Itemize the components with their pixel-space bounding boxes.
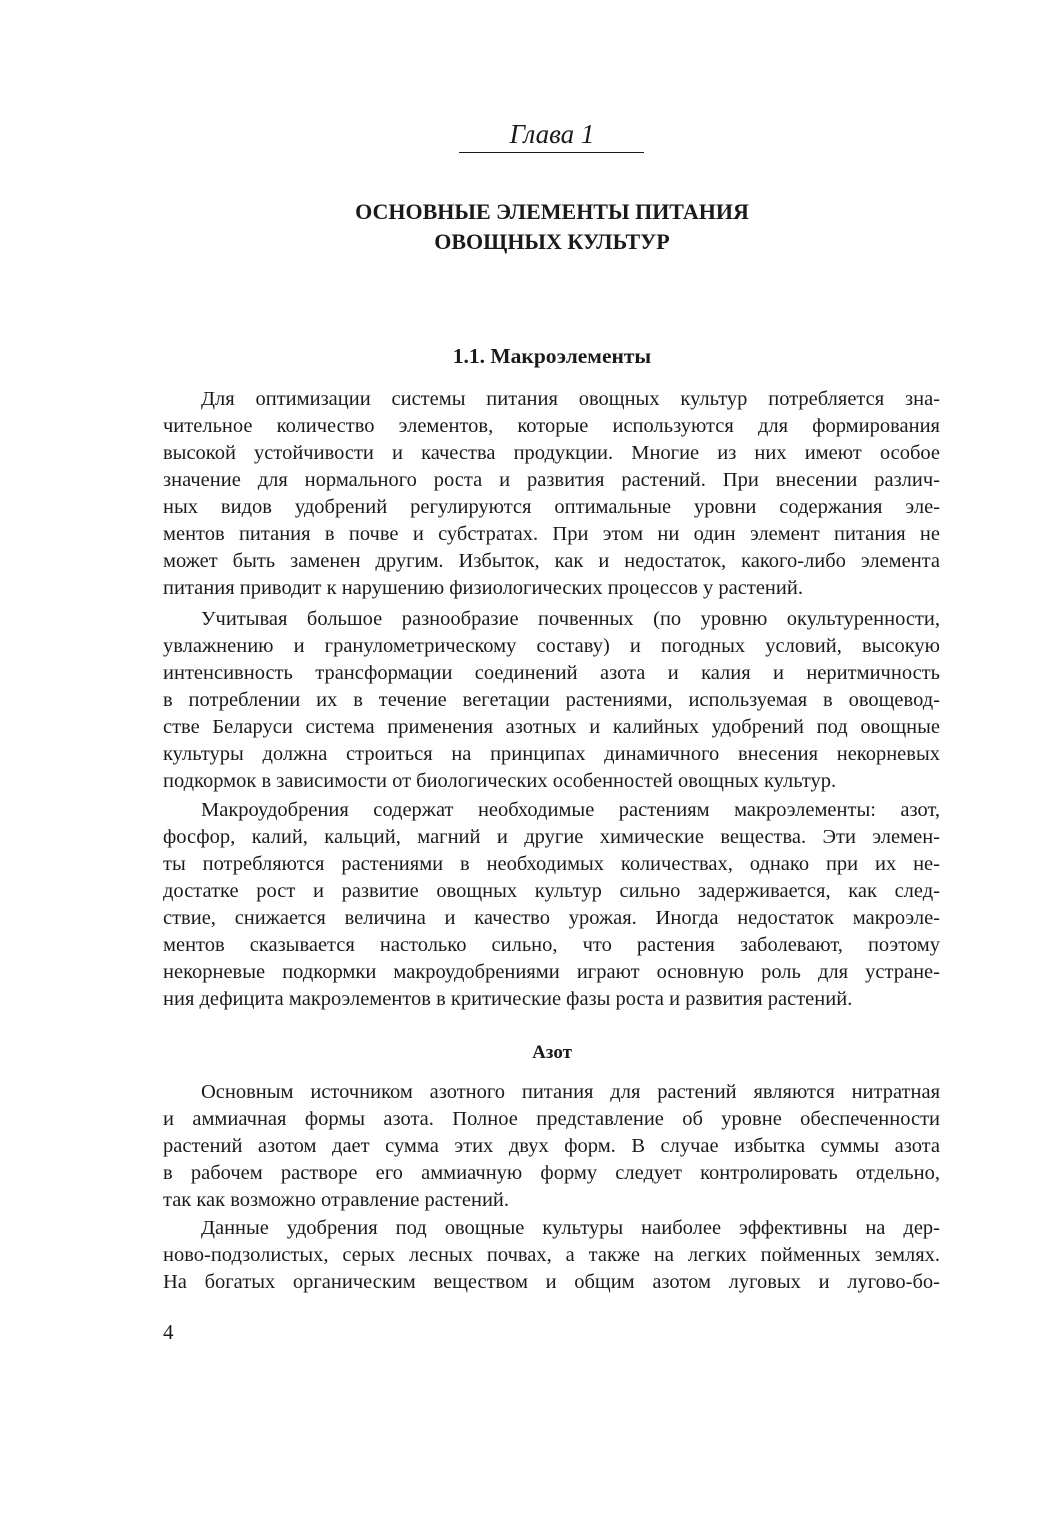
text-line: подкормок в зависимости от биологических особенностей овощных культур. (163, 769, 837, 792)
chapter-title-line: ОСНОВНЫЕ ЭЛЕМЕНТЫ ПИТАНИЯ (355, 199, 749, 224)
paragraph (163, 1215, 940, 1296)
text-line: Основным источником азотного питания для растений являются нитратная (201, 1081, 940, 1103)
text-line: ных видов удобрений регулируются оптимальные уровни содержания эле- (163, 495, 940, 518)
text-line: стве Беларуси система применения азотных и калийных удобрений под овощные (163, 715, 940, 738)
text-line: Данные удобрения под овощные культуры наиболее эффективны на дер- (201, 1217, 940, 1239)
text-line: так как возможно отравление растений. (163, 1188, 510, 1211)
text-line: фосфор, калий, кальций, магний и другие химические вещества. Эти элемен- (163, 825, 940, 848)
text-line: растений азотом дает сумма этих двух форм. В случае избытка суммы азота (163, 1134, 940, 1157)
text-line: ментов сказывается настолько сильно, что растения заболевают, поэтому (163, 933, 940, 956)
text-line: может быть заменен другим. Избыток, как и недостаток, какого-либо элемента (163, 549, 940, 572)
text-line: высокой устойчивости и качества продукции. Многие из них имеют особое (163, 441, 940, 464)
text-line: значение для нормального роста и развития растений. При внесении различ- (163, 468, 940, 491)
text-line: ния дефицита макроэлементов в критические фазы роста и развития растений. (163, 987, 853, 1010)
text-line: интенсивность трансформации соединений азота и калия и неритмичность (163, 661, 940, 684)
text-line: ствие, снижается величина и качество урожая. Иногда недостаток макроэле- (163, 906, 940, 929)
text-line: ты потребляются растениями в необходимых количествах, однако при их не- (163, 852, 940, 875)
text-line: Учитывая большое разнообразие почвенных (по уровню окультуренности, (201, 608, 940, 630)
text-line: чительное количество элементов, которые используются для формирования (163, 414, 940, 437)
text-line: и аммиачная формы азота. Полное представление об уровне обеспеченности (163, 1107, 940, 1130)
text-line: ново-подзолистых, серых лесных почвах, а также на легких пойменных землях. (163, 1243, 940, 1266)
text-line: в рабочем растворе его аммиачную форму следует контролировать отдельно, (163, 1161, 940, 1184)
text-line: увлажнению и гранулометрическому составу) и погодных условий, высокую (163, 634, 940, 657)
text-line: На богатых органическим веществом и общим азотом луговых и лугово-бо- (163, 1270, 940, 1293)
text-line: ментов питания в почве и субстратах. При этом ни один элемент питания не (163, 522, 940, 545)
text-line: Макроудобрения содержат необходимые растениям макроэлементы: азот, (201, 799, 940, 821)
text-line: Для оптимизации системы питания овощных культур потребляется зна- (201, 388, 940, 410)
text-line: достатке рост и развитие овощных культур сильно задерживается, как след- (163, 879, 940, 902)
chapter-label: Глава 1 (509, 119, 595, 149)
section-title: 1.1. Макроэлементы (452, 344, 652, 368)
paragraph (163, 1079, 940, 1214)
text-line: некорневые подкормки макроудобрениями играют основную роль для устране- (163, 960, 940, 983)
paragraph (163, 797, 940, 1013)
paragraph (163, 386, 940, 602)
chapter-underline (459, 152, 644, 153)
chapter-title-line: ОВОЩНЫХ КУЛЬТУР (434, 229, 670, 254)
text-line: культуры должна строиться на принципах динамичного внесения некорневых (163, 742, 940, 765)
text-line: питания приводит к нарушению физиологических процессов у растений. (163, 576, 803, 599)
paragraph (163, 606, 940, 795)
subsection-title: Азот (532, 1042, 572, 1063)
text-line: в потреблении их в течение вегетации растениями, используемая в овощевод- (163, 688, 940, 711)
chapter-title (0, 197, 1058, 257)
page-number: 4 (163, 1320, 174, 1344)
